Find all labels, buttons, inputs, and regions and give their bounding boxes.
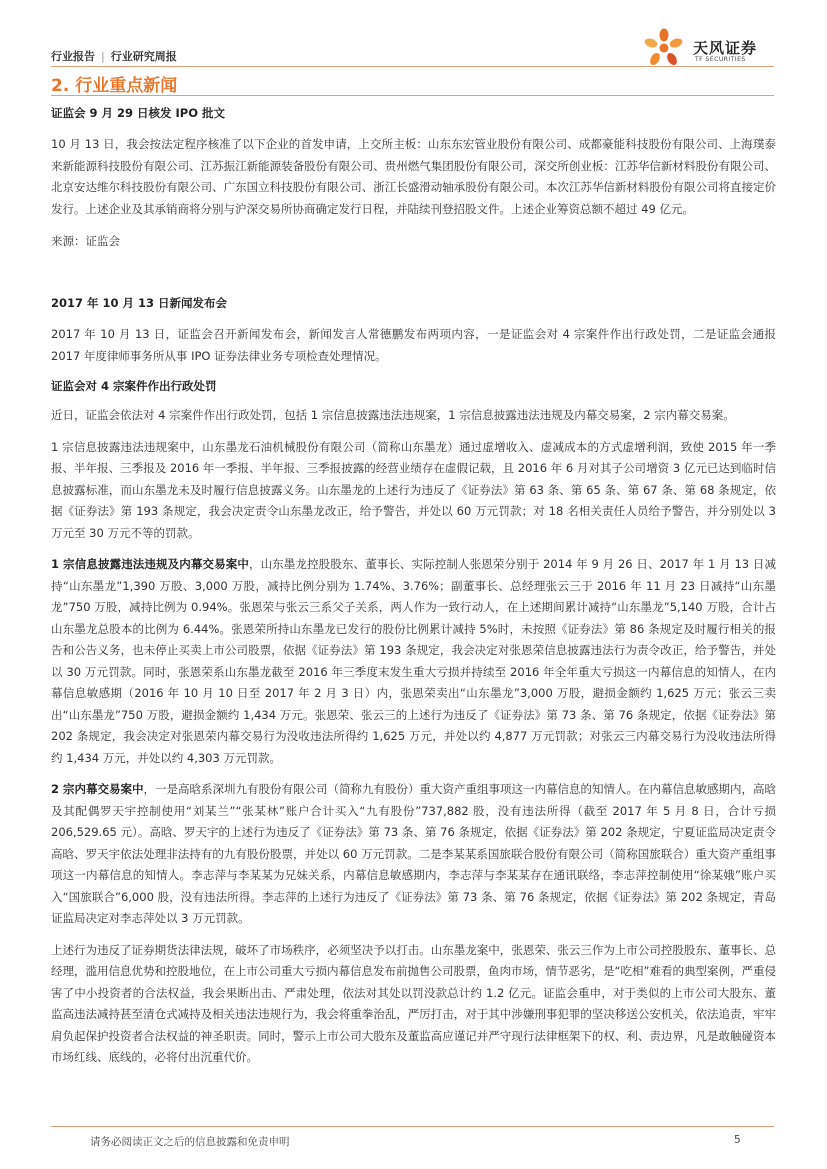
paragraph-3-text: ，山东墨龙控股股东、董事长、实际控制人张恩荣分别于 2014 年 9 月 26 日、2017 年 1 月 13 日减持“山东墨龙”1,390 万股、3,000 万股，减持比例分别为 1.74%、3.76%；副董事长、总经理张云三于 2016 年 11 月 23 日减持“山东墨龙”750 万股，减持比例为 0.94%。张恩荣与张云三系父子关系，两人作为一致行动人，在上述期间累计减持“山东墨龙”5,140 万股，合计占山东墨龙总股本的比例为 6.44%。张恩荣所持山东墨龙已发行的股份比例累计减持 5%时，未按照《证券法》第 86 条规定及时履行相关的报告和公告义务，也未停止买卖上市公司股票，依据《证券法》第 193 条规定，我会决定对张恩荣信息披露违法行为责令改正，给予警告，并处以 30 万元罚款。同时，张恩荣系山东墨龙截至 2016 年三季度末发生重大亏损并持续至 2016 年全年重大亏损这一内幕信息的知情人，在内幕信息敏感期（2016 年 10 月 10 日至 2017 年 2 月 3 日）内，张恩荣卖出“山东墨龙”3,000 万股，避损金额约 1,625 万元；张云三卖出“山东墨龙”750 万股，避损金额约 1,434 万元。张恩荣、张云三的上述行为违反了《证券法》第 73 条、第 76 条规定，依据《证券法》第 202 条规定，我会决定对张恩荣内幕交易行为没收违法所得约 1,625 万元，并处以约 4,877 万元罚款；对张云三内幕交易行为没收违法所得约 1,434 万元，并处以约 4,303 万元罚款。 bbox=[51, 557, 776, 765]
section-title: 2. 行业重点新闻 bbox=[51, 76, 178, 96]
header-divider bbox=[51, 66, 774, 67]
footer-divider bbox=[51, 1126, 774, 1127]
news2-paragraph-3 bbox=[51, 554, 776, 769]
report-header bbox=[51, 48, 177, 64]
paragraph-4-text: ，一是高晗系深圳九有股份有限公司（简称九有股份）重大资产重组事项这一内幕信息的知情人。在内幕信息敏感期内，高晗及其配偶罗天宇控制使用“刘某兰”“张某林”账户合计买入“九有股份”737,882 股，没有违法所得（截至 2017 年 5 月 8 日，合计亏损 206,529.65 元）。高晗、罗天宇的上述行为违反了《证券法》第 73 条、第 76 条规定，依据《证券法》第 202 条规定，宁夏证监局决定责令高晗、罗天宇依法处理非法持有的九有股份股票，并处以 60 万元罚款。二是李某某系国旅联合股份有限公司（简称国旅联合）重大资产重组事项这一内幕信息的知情人。李志萍与李某某为兄妹关系，内幕信息敏感期内，李志萍与李某某存在通讯联络，李志萍控制使用“徐某娥”账户买入“国旅联合”6,000 股，没有违法所得。李志萍的上述行为违反了《证券法》第 73 条、第 76 条规定，依据《证券法》第 202 条规定，青岛证监局决定对李志萍处以 3 万元罚款。 bbox=[51, 782, 777, 925]
main-content bbox=[51, 99, 776, 1069]
page-number: 5 bbox=[734, 1134, 741, 1146]
news2-intro: 2017 年 10 月 13 日，证监会召开新闻发布会，新闻发言人常德鹏发布两项内容，一是证监会对 4 宗案件作出行政处罚，二是证监会通报 2017 年度律师事务所从事 IPO 证券法律业务专项检查处理情况。 bbox=[51, 327, 776, 363]
brand-name: 天风证券 bbox=[693, 39, 758, 57]
news2-title: 2017 年 10 月 13 日新闻发布会 bbox=[51, 296, 228, 310]
section-divider bbox=[51, 95, 774, 96]
report-type: 行业报告 bbox=[51, 50, 95, 63]
news1-body: 10 月 13 日，我会按法定程序核准了以下企业的首发申请，上交所主板：山东东宏管业股份有限公司、成都豪能科技股份有限公司、上海璞泰来新能源科技股份有限公司、江苏振江新能源装备股份有限公司、贵州燃气集团股份有限公司，深交所创业板：江苏华信新材料股份有限公司、北京安达维尔科技股份有限公司、广东国立科技股份有限公司、浙江长盛滑动轴承股份有限公司。本次江苏华信新材料股份有限公司将直接定价发行。上述企业及其承销商将分别与沪深交易所协商确定发行日程，并陆续刊登招股文件。上述企业筹资总额不超过 49 亿元。 bbox=[51, 137, 776, 216]
footer-disclaimer: 请务必阅读正文之后的信息披露和免责申明 bbox=[90, 1136, 290, 1148]
paragraph-3-lead: 1 宗信息披露违法违规及内幕交易案中 bbox=[51, 557, 249, 571]
news2-paragraph-1: 近日，证监会依法对 4 宗案件作出行政处罚，包括 1 宗信息披露违法违规案，1 宗信息披露违法违规及内幕交易案，2 宗内幕交易案。 bbox=[51, 408, 735, 422]
report-subtype: 行业研究周报 bbox=[110, 50, 177, 63]
paragraph-4-lead: 2 宗内幕交易案中 bbox=[51, 782, 144, 796]
news1-title: 证监会 9 月 29 日核发 IPO 批文 bbox=[51, 106, 226, 120]
news2-subtitle: 证监会对 4 宗案件作出行政处罚 bbox=[51, 379, 217, 393]
news1-source: 来源：证监会 bbox=[51, 234, 120, 248]
news2-paragraph-4 bbox=[51, 779, 776, 930]
brand-name-en: TF SECURITIES bbox=[695, 56, 746, 63]
header-separator: | bbox=[101, 50, 105, 63]
news2-paragraph-2: 1 宗信息披露违法违规案中，山东墨龙石油机械股份有限公司（简称山东墨龙）通过虚增收入、虚减成本的方式虚增利润，致使 2015 年一季报、半年报、三季报及 2016 年一季报、半年报、三季报披露的经营业绩存在虚假记载，且 2016 年 6 月对其子公司增资 3 亿元已达到临时信息披露标准，而山东墨龙未及时履行信息披露义务。山东墨龙的上述行为违反了《证券法》第 63 条、第 65 条、第 67 条、第 68 条规定，依据《证券法》第 193 条规定，我会决定责令山东墨龙改正，给予警告，并处以 60 万元罚款；对 18 名相关责任人员给予警告，并分别处以 3 万元至 30 万元不等的罚款。 bbox=[51, 439, 776, 540]
news2-paragraph-5: 上述行为违反了证券期货法律法规，破坏了市场秩序，必须坚决予以打击。山东墨龙案中，张恩荣、张云三作为上市公司控股股东、董事长、总经理，滥用信息优势和控股地位，在上市公司重大亏损内幕信息发布前抛售公司股票，鱼肉市场，情节恶劣，是“吃相”难看的典型案例，严重侵害了中小投资者的合法权益，我会果断出击、严肃处理，依法对其处以罚没款总计约 1.2 亿元。证监会重申，对于类似的上市公司大股东、董监高违法减持甚至清仓式减持及相关违法违规行为，我会将重拳治乱，严厉打击，对于其中涉嫌刑事犯罪的坚决移送公安机关，依法追责，牢牢肩负起保护投资者合法权益的神圣职责。同时，警示上市公司大股东及董监高应谨记并严守现行法律框架下的权、利、责边界，凡是敢触碰资本市场红线、底线的，必将付出沉重代价。 bbox=[51, 942, 776, 1064]
